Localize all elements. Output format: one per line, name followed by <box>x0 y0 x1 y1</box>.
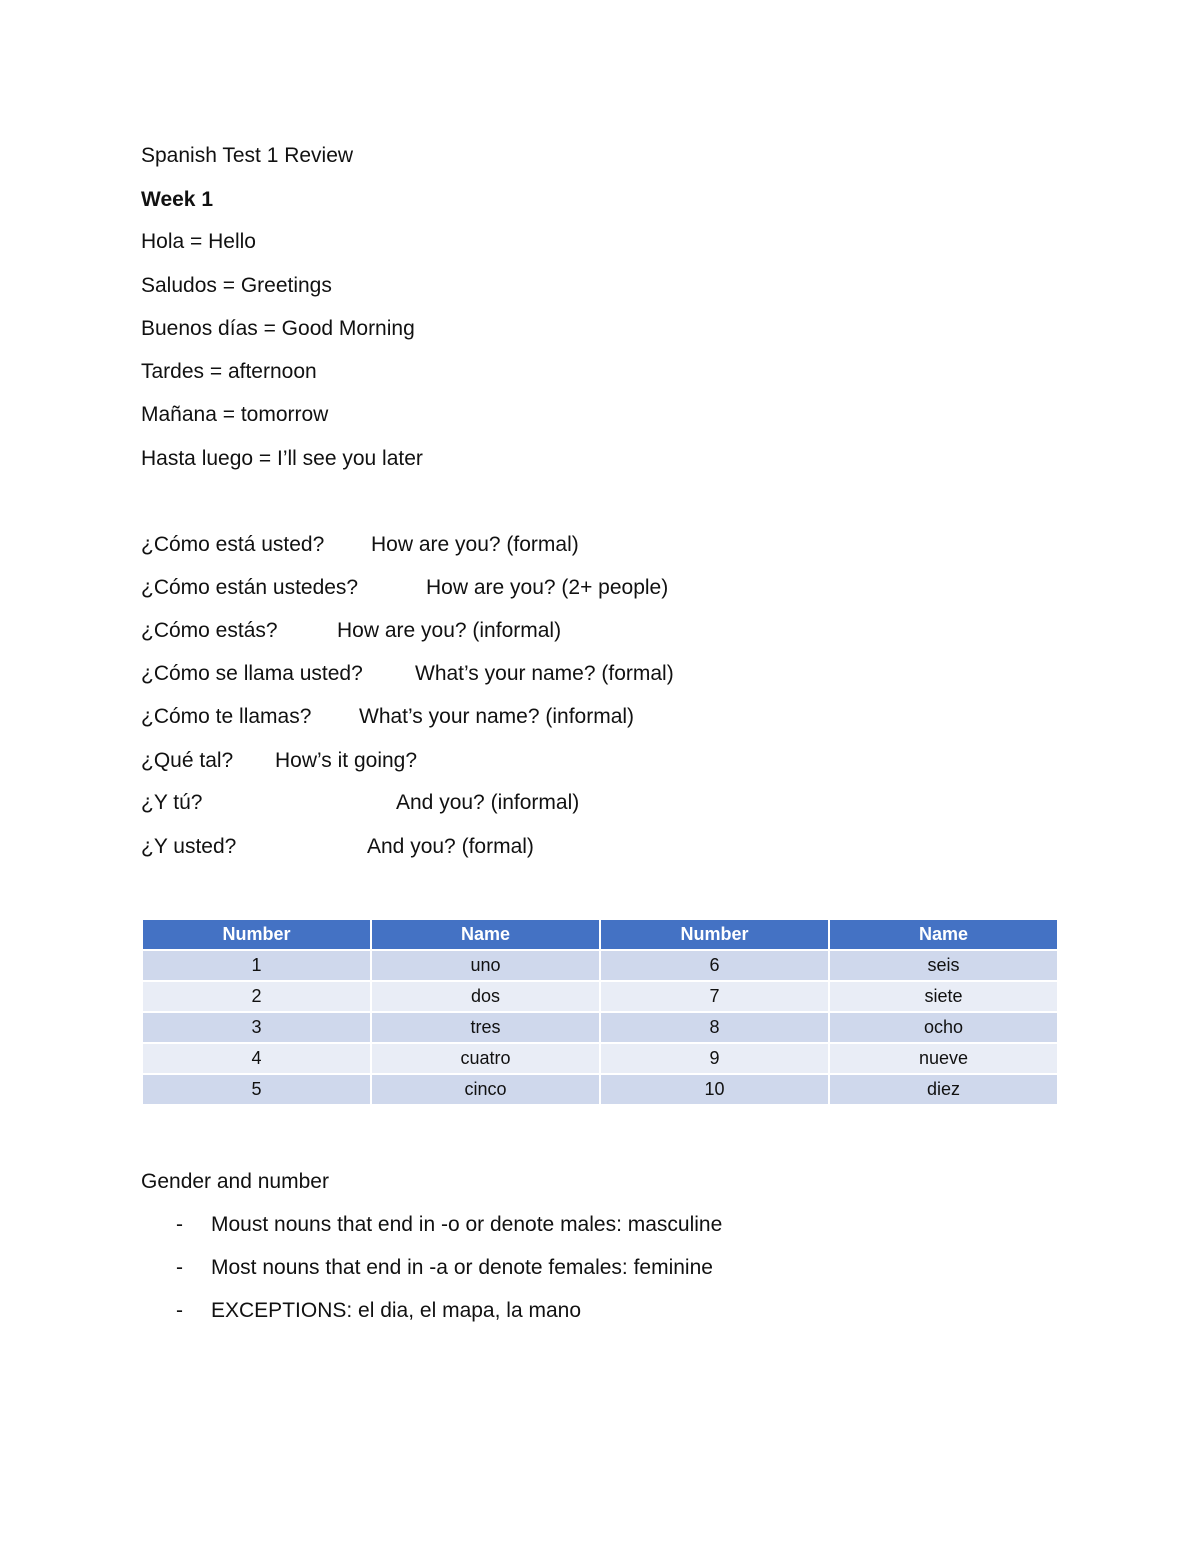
table-row <box>142 1012 1058 1043</box>
table-cell: nueve <box>829 1043 1058 1074</box>
week-heading: Week 1 <box>141 188 213 211</box>
vocab-line: Hasta luego = I’ll see you later <box>141 447 423 470</box>
bullet-item: Moust nouns that end in -o or denote males: masculine <box>211 1213 723 1236</box>
phrase-spanish: ¿Cómo está usted? <box>141 533 325 556</box>
document-title: Spanish Test 1 Review <box>141 144 354 167</box>
table-cell: ocho <box>829 1012 1058 1043</box>
table-row <box>142 1074 1058 1105</box>
column-header: Name <box>371 919 600 950</box>
phrase-spanish: ¿Y usted? <box>141 835 237 858</box>
phrase-spanish: ¿Qué tal? <box>141 749 234 772</box>
table-cell: cinco <box>371 1074 600 1105</box>
bullet-item: EXCEPTIONS: el dia, el mapa, la mano <box>211 1299 581 1322</box>
bullet-item: Most nouns that end in -a or denote females: feminine <box>211 1256 713 1279</box>
column-header: Number <box>142 919 371 950</box>
bullet-marker: - <box>176 1256 183 1279</box>
table-cell: 5 <box>142 1074 371 1105</box>
table-row <box>142 950 1058 981</box>
vocab-line: Saludos = Greetings <box>141 274 332 297</box>
table-row <box>142 1043 1058 1074</box>
phrase-english: What’s your name? (formal) <box>415 662 674 685</box>
table-cell: 4 <box>142 1043 371 1074</box>
column-header: Name <box>829 919 1058 950</box>
table-cell: 6 <box>600 950 829 981</box>
table-cell: uno <box>371 950 600 981</box>
bullet-marker: - <box>176 1299 183 1322</box>
table-cell: 9 <box>600 1043 829 1074</box>
bullet-marker: - <box>176 1213 183 1236</box>
column-header: Number <box>600 919 829 950</box>
table-cell: 1 <box>142 950 371 981</box>
vocab-line: Buenos días = Good Morning <box>141 317 415 340</box>
table-cell: 3 <box>142 1012 371 1043</box>
phrase-english: How are you? (informal) <box>337 619 562 642</box>
table-header-row <box>142 919 1058 950</box>
phrase-english: How are you? (2+ people) <box>426 576 669 599</box>
vocab-line: Hola = Hello <box>141 230 256 253</box>
table-row <box>142 981 1058 1012</box>
phrase-spanish: ¿Cómo se llama usted? <box>141 662 363 685</box>
phrase-english: What’s your name? (informal) <box>359 705 635 728</box>
phrase-english: How are you? (formal) <box>371 533 579 556</box>
phrase-spanish: ¿Cómo te llamas? <box>141 705 312 728</box>
vocab-line: Tardes = afternoon <box>141 360 317 383</box>
vocab-line: Mañana = tomorrow <box>141 403 329 426</box>
phrase-english: How’s it going? <box>275 749 418 772</box>
phrase-english: And you? (informal) <box>396 791 580 814</box>
gender-heading: Gender and number <box>141 1170 329 1193</box>
table-cell: diez <box>829 1074 1058 1105</box>
table-cell: 8 <box>600 1012 829 1043</box>
table-cell: 7 <box>600 981 829 1012</box>
table-cell: tres <box>371 1012 600 1043</box>
numbers-table <box>141 918 1059 1106</box>
table-cell: 2 <box>142 981 371 1012</box>
phrase-spanish: ¿Cómo estás? <box>141 619 278 642</box>
table-cell: siete <box>829 981 1058 1012</box>
phrase-spanish: ¿Y tú? <box>141 791 203 814</box>
table-cell: dos <box>371 981 600 1012</box>
phrase-english: And you? (formal) <box>367 835 534 858</box>
table-cell: seis <box>829 950 1058 981</box>
table-cell: 10 <box>600 1074 829 1105</box>
phrase-spanish: ¿Cómo están ustedes? <box>141 576 359 599</box>
table-cell: cuatro <box>371 1043 600 1074</box>
